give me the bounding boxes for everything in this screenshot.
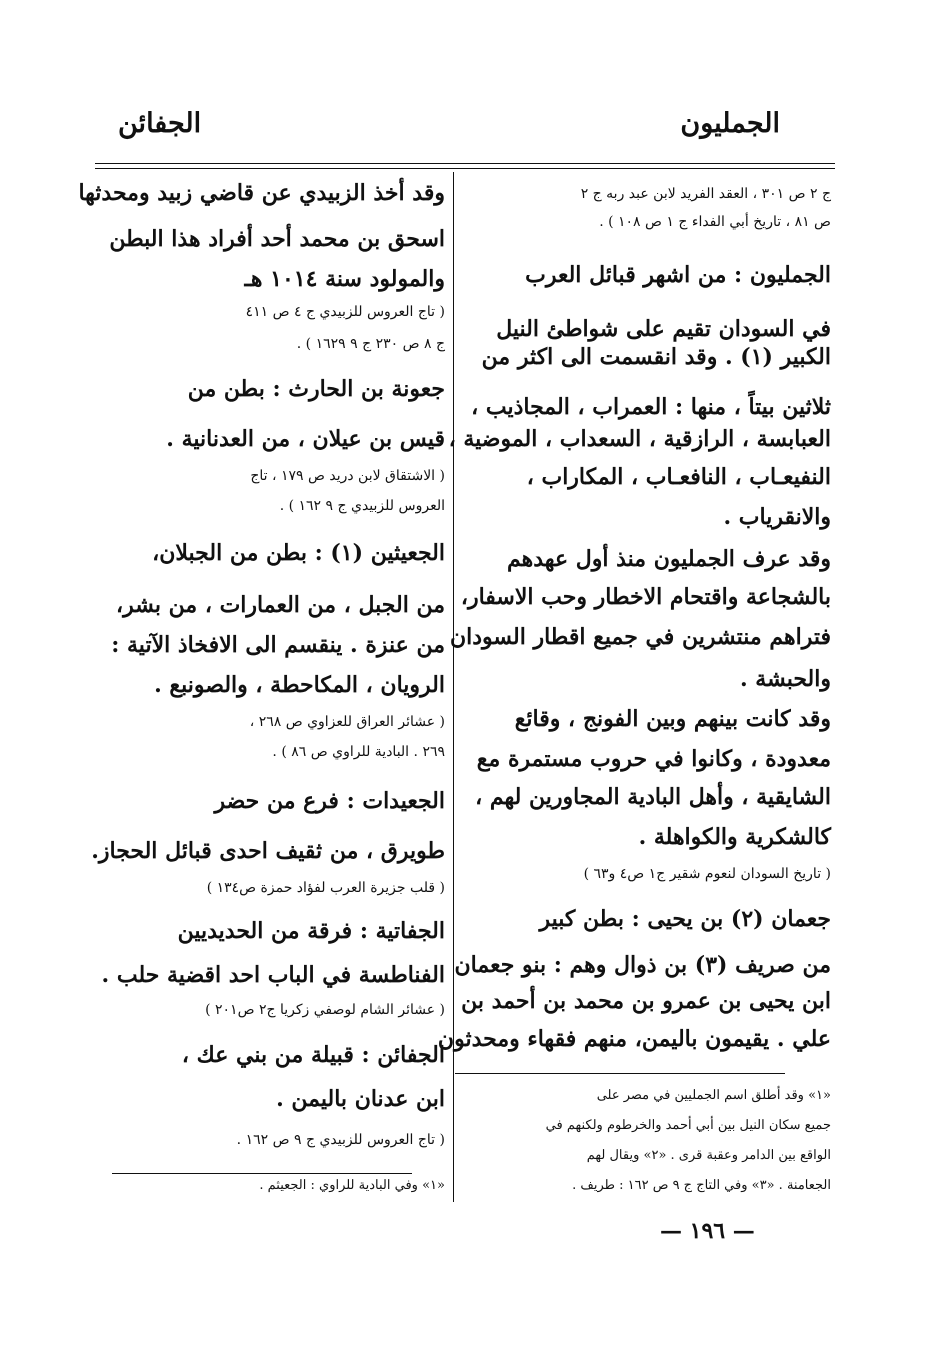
text-line: فتراهم منتشرين في جميع اقطار السودان xyxy=(449,624,831,650)
text-line: العبابسة ، الرازقية ، السعداب ، الموضية ، xyxy=(448,426,831,452)
text-line: ( قلب جزيرة العرب لفؤاد حمزة ص١٣٤ ) xyxy=(206,880,445,896)
text-line: الجفاتية : فرقة من الحديديين xyxy=(177,918,445,944)
text-line: ابن يحيى بن عمرو بن محمد بن أحمد بن xyxy=(461,988,831,1014)
page-number: — ١٩٦ — xyxy=(660,1218,755,1244)
text-line: ص ٨١ ، تاريخ أبي الفداء ج ١ ص ١٠٨ ) . xyxy=(599,214,831,230)
text-line: ابن عدنان باليمن . xyxy=(276,1086,445,1112)
text-line: الجعيثين (١) : بطن من الجبلان، xyxy=(152,540,445,566)
text-line: النفيعـاب ، النافعـاب ، المكاراب ، xyxy=(526,464,831,490)
text-line: وقد كانت بينهم وبين الفونج ، وقائع xyxy=(514,706,831,732)
header-rule xyxy=(95,163,835,164)
text-line: الجمليون : من اشهر قبائل العرب xyxy=(525,262,831,288)
text-line: الكبير (١) . وقد انقسمت الى اكثر من xyxy=(481,344,831,370)
text-line: والمولود سنة ١٠١٤ هـ xyxy=(244,266,445,292)
text-line: ( عشائر الشام لوصفي زكريا ج٢ ص٢٠١ ) xyxy=(205,1002,445,1018)
text-line: ثلاثين بيتاً ، منها : العمراب ، المجاذيب ، xyxy=(471,394,831,420)
text-line: ( تاج العروس للزبيدي ج ٤ ص ٤١١ xyxy=(245,304,445,320)
text-line: الجفائن : قبيلة من بني عك ، xyxy=(181,1042,445,1068)
header-rule-secondary xyxy=(95,168,835,169)
text-line: كالشكرية والكواهلة . xyxy=(638,824,831,850)
text-line: والانقرياب . xyxy=(723,504,831,530)
text-line: الجعيدات : فرع من حضر xyxy=(214,788,445,814)
text-line: طويرق ، من ثقيف احدى قبائل الحجاز. xyxy=(91,838,445,864)
footnote-line: جميع سكان النيل بين أبي أحمد والخرطوم ولكنهم في xyxy=(545,1118,831,1133)
footnote-line: «١» وقد أطلق اسم الجمليين في مصر على xyxy=(596,1088,831,1103)
text-line: ج ٢ ص ٣٠١ ، العقد الفريد لابن عبد ربه ج ٢ xyxy=(580,186,831,202)
text-line: الرويان ، المكاحطة ، والصونبع . xyxy=(154,672,445,698)
text-line: الفناطسة في الباب احد اقضية حلب . xyxy=(101,962,445,988)
text-line: الشايقية ، وأهل البادية المجاورين لهم ، xyxy=(475,784,831,810)
footnote-line: الجعامنة . «٣» وفي التاج ج ٩ ص ١٦٢ : طريف . xyxy=(572,1178,831,1193)
text-line: جعونة بن الحارث : بطن من xyxy=(187,376,445,402)
text-line: علي . يقيمون باليمن، منهم فقهاء ومحدثون xyxy=(437,1026,831,1052)
text-line: جعمان (٢) بن يحيى : بطن كبير xyxy=(539,906,831,932)
page-header-left: الجفائن xyxy=(118,108,202,139)
footnote-line: «١» وفي البادية للراوي : الجعيثم . xyxy=(259,1178,445,1193)
footnote-line: الواقع بين الدامر وعقبة قرى . «٢» ويقال لهم xyxy=(586,1148,831,1163)
text-line: والحبشة . xyxy=(739,666,831,692)
text-line: قيس بن عيلان ، من العدنانية . xyxy=(166,426,445,452)
text-line: معدودة ، وكانوا في حروب مستمرة مع xyxy=(476,746,831,772)
page-header-right: الجمليون xyxy=(680,108,780,139)
text-line: في السودان تقيم على شواطئ النيل xyxy=(496,316,831,342)
text-line: وقد عرف الجمليون منذ أول عهدهم xyxy=(507,546,831,572)
text-line: ( عشائر العراق للعزاوي ص ٢٦٨ ، xyxy=(249,714,445,730)
text-line: ( تاج العروس للزبيدي ج ٩ ص ١٦٢ . xyxy=(236,1132,445,1148)
text-line: ٢٦٩ . البادية للراوي ص ٨٦ ) . xyxy=(272,744,445,760)
text-line: من الجبل ، من العمارات ، من بشر، xyxy=(115,592,445,618)
text-line: اسحق بن محمد أحد أفراد هذا البطن xyxy=(109,226,445,252)
text-line: من عنزة . ينقسم الى الافخاذ الآتية : xyxy=(111,632,445,658)
footnote-rule-right xyxy=(455,1073,785,1074)
text-line: بالشجاعة واقتحام الاخطار وحب الاسفار، xyxy=(460,584,831,610)
text-line: العروس للزبيدي ج ٩ ١٦٢ ) . xyxy=(279,498,445,514)
text-line: ( الاشتقاق لابن دريد ص ١٧٩ ، تاج xyxy=(250,468,445,484)
text-line: وقد أخذ الزبيدي عن قاضي زبيد ومحدثها xyxy=(78,180,445,206)
text-line: ( تاريخ السودان لنعوم شقير ج١ ص٤ و٦٣ ) xyxy=(583,866,831,882)
text-line: ج ٨ ص ٢٣٠ ج ٩ ١٦٢٩ ) . xyxy=(296,336,445,352)
footnote-rule-left xyxy=(112,1173,412,1174)
text-line: من صريف (٣) بن ذوال وهم : بنو جعمان xyxy=(454,952,831,978)
